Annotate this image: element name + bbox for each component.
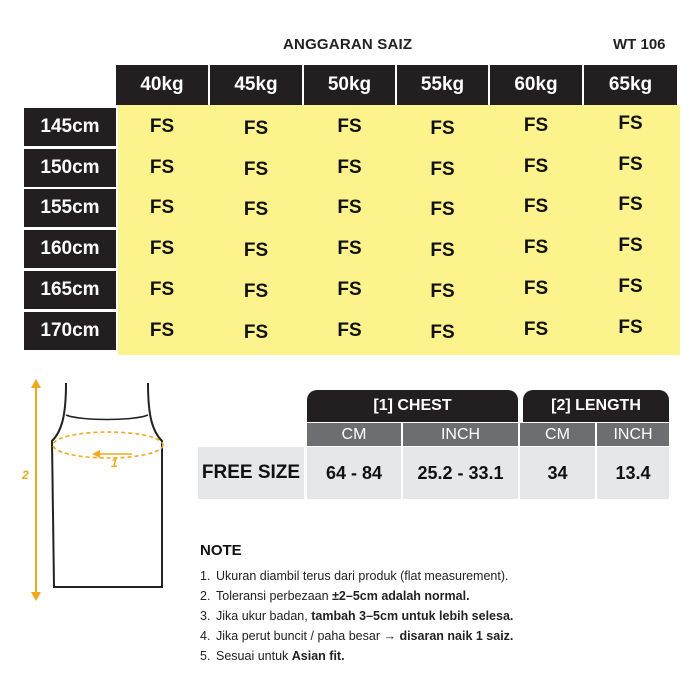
size-cell: FS xyxy=(523,278,549,299)
size-cell: FS xyxy=(337,238,362,259)
size-cell: FS xyxy=(243,199,269,220)
note-item: 1. Ukuran diambil terus dari produk (flat measurement). xyxy=(200,569,509,583)
size-cell: FS xyxy=(337,197,362,218)
size-cell: FS xyxy=(523,196,549,217)
chest-section-header: [1] CHEST xyxy=(307,390,518,422)
weight-header-45: 45kg xyxy=(210,65,302,105)
height-header-160: 160cm xyxy=(24,230,116,268)
height-header-165: 165cm xyxy=(24,271,116,309)
weight-header-50: 50kg xyxy=(304,65,395,105)
length-cm-header: CM xyxy=(520,423,595,446)
size-cell: FS xyxy=(430,159,455,180)
note-title: NOTE xyxy=(200,542,242,559)
size-cell: FS xyxy=(618,317,643,338)
height-header-150: 150cm xyxy=(24,149,116,187)
size-cell: FS xyxy=(430,281,455,302)
size-cell: FS xyxy=(243,240,269,261)
size-cell: FS xyxy=(337,279,362,300)
size-cell: FS xyxy=(618,154,643,175)
size-cell: FS xyxy=(337,157,362,178)
size-cell: FS xyxy=(243,118,269,139)
size-cell: FS xyxy=(337,320,362,341)
length-section-header: [2] LENGTH xyxy=(523,390,669,422)
size-cell: FS xyxy=(523,319,549,340)
size-cell: FS xyxy=(243,159,269,180)
size-cell: FS xyxy=(430,240,455,261)
free-size-label: FREE SIZE xyxy=(198,447,304,499)
size-cell: FS xyxy=(430,118,455,139)
size-cell: FS xyxy=(618,235,643,256)
weight-header-40: 40kg xyxy=(116,65,208,105)
size-cell: FS xyxy=(149,238,175,259)
size-cell: FS xyxy=(618,194,643,215)
length-marker: 2 xyxy=(22,468,29,482)
size-cell: FS xyxy=(618,276,643,297)
weight-header-55: 55kg xyxy=(397,65,488,105)
weight-header-65: 65kg xyxy=(584,65,677,105)
size-cell: FS xyxy=(149,320,175,341)
size-cell: FS xyxy=(618,113,643,134)
height-header-145: 145cm xyxy=(24,108,116,146)
height-header-170: 170cm xyxy=(24,312,116,350)
chest-inch-value: 25.2 - 33.1 xyxy=(403,447,518,499)
size-cell: FS xyxy=(523,115,549,136)
weight-header-60: 60kg xyxy=(490,65,582,105)
length-inch-value: 13.4 xyxy=(597,447,669,499)
chart-title: ANGGARAN SAIZ xyxy=(283,36,413,53)
size-cell: FS xyxy=(523,237,549,258)
camisole-diagram xyxy=(20,375,190,605)
note-item: 2. Toleransi perbezaan ±2–5cm adalah normal. xyxy=(200,589,470,603)
product-code: WT 106 xyxy=(613,36,666,53)
chest-cm-header: CM xyxy=(307,423,401,446)
size-cell: FS xyxy=(149,116,175,137)
size-cell: FS xyxy=(149,197,175,218)
note-item: 4. Jika perut buncit / paha besar → disaran naik 1 saiz. xyxy=(200,629,514,643)
chest-cm-value: 64 - 84 xyxy=(307,447,401,499)
height-header-155: 155cm xyxy=(24,189,116,227)
chest-marker: 1 xyxy=(111,456,118,470)
length-inch-header: INCH xyxy=(597,423,669,446)
size-cell: FS xyxy=(243,322,269,343)
size-cell: FS xyxy=(337,116,362,137)
length-cm-value: 34 xyxy=(520,447,595,499)
size-cell: FS xyxy=(430,322,455,343)
chest-inch-header: INCH xyxy=(403,423,518,446)
note-item: 3. Jika ukur badan, tambah 3–5cm untuk lebih selesa. xyxy=(200,609,514,623)
size-cell: FS xyxy=(149,279,175,300)
size-cell: FS xyxy=(430,199,455,220)
size-cell: FS xyxy=(243,281,269,302)
size-cell: FS xyxy=(523,156,549,177)
note-list xyxy=(200,566,513,666)
note-item: 5. Sesuai untuk Asian fit. xyxy=(200,649,345,663)
size-cell: FS xyxy=(149,157,175,178)
